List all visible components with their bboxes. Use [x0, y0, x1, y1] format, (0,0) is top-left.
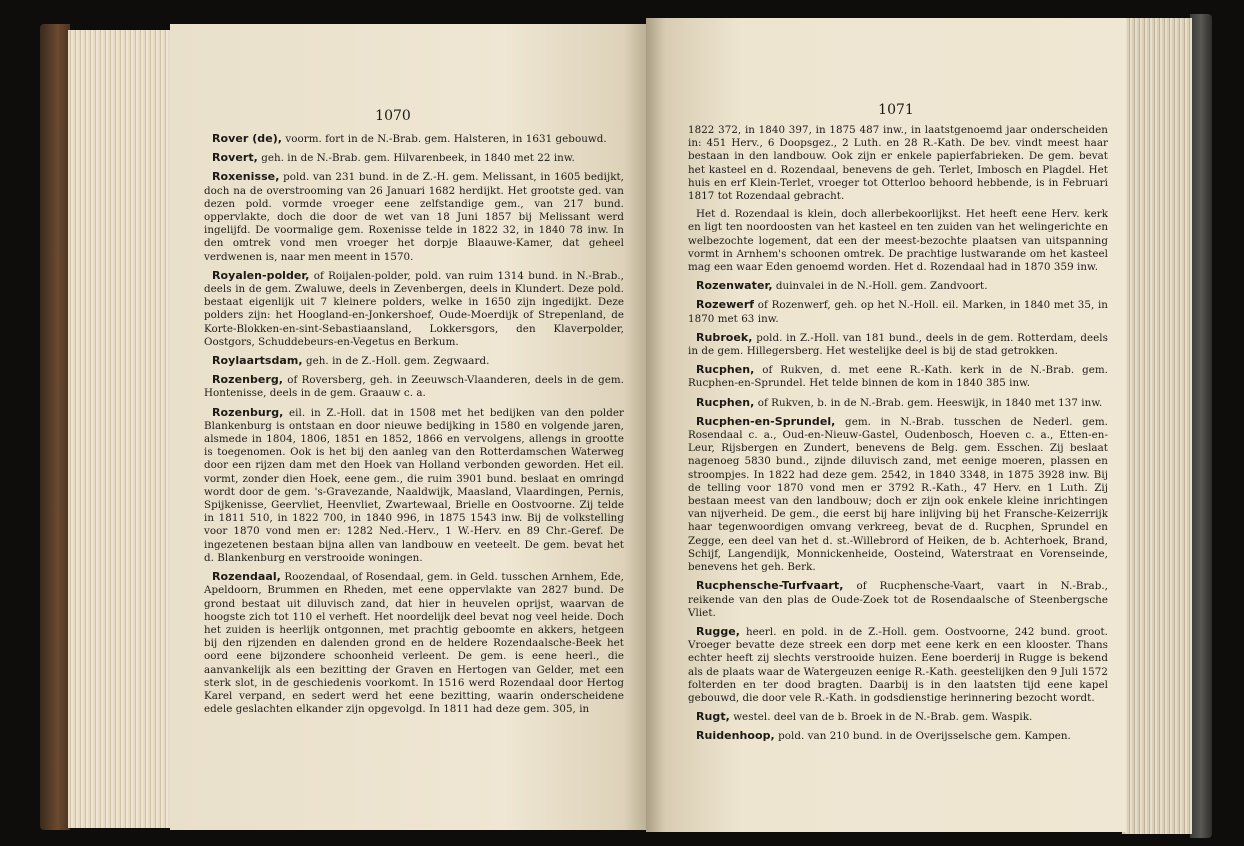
- dictionary-entry: [204, 170, 624, 263]
- dictionary-entry: [688, 415, 1108, 574]
- page-number-right: 1071: [878, 102, 914, 118]
- entry-headword: Rover (de),: [212, 132, 283, 145]
- entry-body: pold. in Z.-Holl. van 181 bund., deels in de gem. Rotterdam, deels in de gem. Hillegersberg. Het westelijke deel is bij de stad getrokken.: [688, 331, 1108, 358]
- entry-headword: Rozenwater,: [696, 279, 773, 293]
- dictionary-entry: [204, 406, 624, 565]
- page-number-left: 1070: [375, 108, 411, 124]
- entry-body: of Rukven, b. in de N.-Brab. gem. Heeswijk, in 1840 met 137 inw.: [754, 396, 1103, 409]
- dictionary-entry: [204, 132, 624, 146]
- dictionary-entry: [688, 396, 1108, 410]
- entry-body: of Roijalen-polder, pold. van ruim 1314 bund. in N.-Brab., deels in de gem. Zwaluwe, deels in Zevenbergen, deels in Klundert. Deze pold. bestaat eigenlijk uit 7 kleinere polders, welke in 1650 zijn ingedijkt. Deze polders zijn: het Hoogland-en-Jonkershoef, Oude-Moerdijk of Strepenland, de Korte-Blokken-en-sint-Sebastiaansland, Lokkersgors, den Klaverpolder, Oostgors, Schuddebeurs-en-Vegetus en Berkum.: [204, 269, 624, 348]
- entry-body: westel. deel van de b. Broek in de N.-Brab. gem. Waspik.: [729, 711, 1033, 724]
- dictionary-entry: [688, 279, 1108, 293]
- dictionary-entry: [688, 579, 1108, 620]
- dictionary-entry: [204, 354, 624, 368]
- entry-body: geh. in de Z.-Holl. gem. Zegwaard.: [302, 355, 490, 368]
- entry-body: Het d. Rozendaal is klein, doch allerbekoorlijkst. Het heeft eene Herv. kerk en ligt ten noordoosten van het kasteel en ten zuiden van het welingerichte en welbezochte logement, dat een der meest-bezochte plaatsen van uitspanning vormt in Arnhem's schoonen omtrek. De prachtige lustwarande om het kasteel mag een waar Eden genoemd worden. Het d. Rozendaal had in 1870 359 inw.: [688, 208, 1108, 274]
- dictionary-entry: [688, 625, 1108, 705]
- entry-headword: Rozenberg,: [212, 373, 284, 387]
- entry-headword: Roylaartsdam,: [212, 354, 303, 368]
- entry-headword: Rucphen,: [696, 395, 755, 409]
- dictionary-entry: [688, 208, 1108, 274]
- entry-body: of Roversberg, geh. in Zeeuwsch-Vlaanderen, deels in de gem. Hontenisse, deels in de gem. Graauw c. a.: [204, 374, 624, 400]
- dictionary-entry: [204, 570, 624, 716]
- entry-headword: Ruidenhoop,: [696, 729, 775, 743]
- right-page: [646, 18, 1126, 832]
- entry-headword: Rucphen-en-Sprundel,: [696, 414, 836, 428]
- entry-headword: Rucphensche-Turfvaart,: [696, 579, 844, 593]
- entry-headword: Rozewerf: [696, 298, 755, 312]
- page-edges-right: [1122, 18, 1192, 834]
- open-book: [40, 14, 1212, 840]
- dictionary-entry: [688, 331, 1108, 358]
- entry-body: of Rucphensche-Vaart, vaart in N.-Brab., reikende van den plas de Oude-Zoek tot de Rosendaalsche of Steenbergsche Vliet.: [688, 580, 1108, 619]
- entry-body: voorm. fort in de N.-Brab. gem. Halsteren, in 1631 gebouwd.: [282, 133, 607, 145]
- entry-body: 1822 372, in 1840 397, in 1875 487 inw., in laatstgenoemd jaar onderscheiden in: 451 Herv., 6 Doopsgez., 2 Luth. en 28 R.-Kath. De bev. vindt meest haar bestaan in den landbouw. Ook zijn er enkele papierfabrieken. De gem. bevat het kasteel en d. Rozendaal, benevens de geh. Terlet, Imbosch en Plagdel. Het huis en erf Klein-Terlet, vroeger tot Otterloo behoord hebbende, is in Februari 1817 tot Rozendaal gebracht.: [688, 124, 1108, 203]
- entry-headword: Roxenisse,: [212, 170, 280, 184]
- entry-body: of Rukven, d. met eene R.-Kath. kerk in de N.-Brab. gem. Rucphen-en-Sprundel. Het telde binnen de kom in 1840 385 inw.: [688, 364, 1108, 390]
- entry-body: pold. van 210 bund. in de Overijsselsche gem. Kampen.: [774, 730, 1071, 743]
- dictionary-entry: [688, 363, 1108, 390]
- entry-body: of Rozenwerf, geh. op het N.-Holl. eil. Marken, in 1840 met 35, in 1870 met 63 inw.: [688, 299, 1108, 325]
- entry-headword: Rubroek,: [696, 330, 753, 344]
- dictionary-entry: [688, 124, 1108, 203]
- left-page-text: [204, 132, 624, 721]
- entry-body: eil. in Z.-Holl. dat in 1508 met het bedijken van den polder Blankenburg is ontstaan en door nieuwe bedijking in 1580 en volgende jaren, alsmede in 1804, 1806, 1851 en 1852, 1866 en vervolgens, allengs in grootte is toegenomen. Ook is het bij den aanleg van den Rotterdamschen Waterweg door een rijzen dam met den Hoek van Holland verbonden geworden. Het eil. vormt, zonder dien Hoek, eene gem., die ruim 3901 bund. beslaat en omringd wordt door de gem. 's-Gravezande, Naaldwijk, Maasland, Vlaardingen, Pernis, Spijkenisse, Geervliet, Heenvliet, Zwartewaal, Brielle en Oostvoorne. Zij telde in 1811 510, in 1822 700, in 1840 996, in 1875 1543 inw. Bij de volkstelling voor 1870 vond men er: 1282 Ned.-Herv., 1 W.-Herv. en 89 Chr.-Geref. De ingezetenen bestaan bijna allen van landbouw en veeteelt. De gem. bevat het d. Blankenburg en verstrooide woningen.: [204, 406, 624, 564]
- entry-headword: Rovert,: [212, 151, 258, 165]
- entry-body: heerl. en pold. in de Z.-Holl. gem. Oostvoorne, 242 bund. groot. Vroeger bevatte deze streek een dorp met eene kerk en een klooster. Thans echter heeft zij slechts verstrooide huizen. Eene boerderij in Rugge is bekend als de plaats waar de Watergeuzen eenige R.-Kath. geestelijken den 9 Juli 1572 folterden en ter dood bragten. Daarbij is in den laatsten tijd eene kapel gebouwd, die door vele R.-Kath. in godsdienstige herinnering bezocht wordt.: [688, 625, 1108, 704]
- entry-body: duinvalei in de N.-Holl. gem. Zandvoort.: [772, 280, 988, 293]
- entry-body: geh. in de N.-Brab. gem. Hilvarenbeek, in 1840 met 22 inw.: [257, 152, 575, 165]
- right-page-text: [688, 124, 1108, 749]
- entry-body: pold. van 231 bund. in de Z.-H. gem. Melissant, in 1605 bedijkt, doch na de overstrooming van 26 Januari 1682 herdijkt. Het grootste ged. van dezen pold. vormde vroeger eene zelfstandige gem., van 217 bund. oppervlakte, doch die door de wet van 18 Juni 1857 bij Melissant werd ingelijfd. De voormalige gem. Roxenisse telde in 1822 32, in 1840 78 inw. In den omtrek vond men vroeger het dorpje Blaauwe-Kamer, dat geheel verdwenen is, naar men meent in 1570.: [204, 171, 624, 263]
- left-page: [170, 24, 648, 830]
- dictionary-entry: [688, 710, 1108, 724]
- dictionary-entry: [688, 298, 1108, 325]
- dictionary-entry: [204, 373, 624, 400]
- entry-headword: Rugt,: [696, 710, 730, 724]
- entry-headword: Rozendaal,: [212, 570, 281, 584]
- entry-headword: Royalen-polder,: [212, 268, 310, 282]
- book-cover-left: [40, 24, 70, 830]
- entry-body: gem. in N.-Brab. tusschen de Nederl. gem. Rosendaal c. a., Oud-en-Nieuw-Gastel, Oudenbosch, Hoeven c. a., Etten-en-Leur, Rijsbergen en Zundert, benevens de Belg. gem. Esschen. Zij beslaat nagenoeg 5830 bund., zijnde diluvisch zand, met eenige moeren, plassen en stroompjes. In 1822 had deze gem. 2542, in 1840 3348, in 1875 3928 inw. Bij de telling voor 1870 vond men er 3792 R.-Kath., 47 Herv. en 1 Luth. Zij bestaan meest van den landbouw; doch er zijn ook enkele kleine inrichtingen van nijverheid. De gem., die eerst bij hare inlijving bij het Fransche-Keizerrijk haar tegenwoordigen omvang verkreeg, bevat de d. Rucphen, Sprundel en Zegge, een deel van het d. st.-Willebrord of Heiken, de b. Achterhoek, Brand, Schijf, Langendijk, Monnickenheide, Oosteind, Waterstraat en Vorenseinde, benevens het geh. Berk.: [688, 415, 1108, 574]
- book-cover-right: [1190, 14, 1212, 838]
- dictionary-entry: [688, 729, 1108, 743]
- dictionary-entry: [204, 151, 624, 165]
- entry-body: Roozendaal, of Rosendaal, gem. in Geld. tusschen Arnhem, Ede, Apeldoorn, Brummen en Rheden, met eene oppervlakte van 2827 bund. De grond bestaat uit diluvisch zand, dat hier in heuvelen oprijst, waarvan de hoogste zich tot 110 el verheft. Het noordelijk deel bevat nog veel heide. Doch het zuiden is heerlijk ontgonnen, met prachtig geboomte en akkers, hetgeen bij den rijzenden en dalenden grond en de heldere Rozendaalsche-Beek het oord eene bijzondere schoonheid verleent. De gem. is eene heerl., die aanvankelijk als een bezitting der Graven en Hertogen van Gelder, met een sterk slot, in de geschiedenis voorkomt. In 1516 werd Rozendaal door Hertog Karel verpand, en sedert werd het eene bezitting, waarin onderscheidene edele geslachten elkander zijn opgevolgd. In 1811 had deze gem. 305, in: [204, 571, 624, 716]
- page-edges-left: [68, 30, 172, 828]
- entry-headword: Rozenburg,: [212, 405, 284, 419]
- entry-headword: Rugge,: [696, 624, 740, 638]
- entry-headword: Rucphen,: [696, 363, 755, 377]
- dictionary-entry: [204, 269, 624, 349]
